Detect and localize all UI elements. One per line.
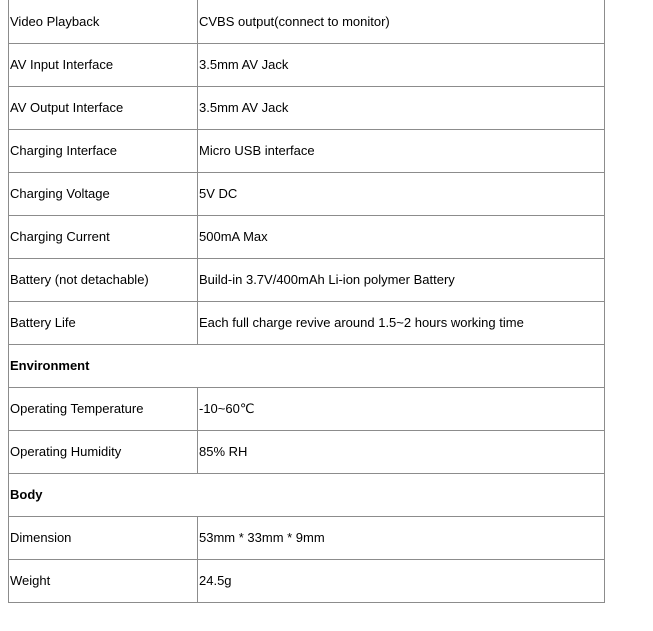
- table-row: [9, 43, 605, 86]
- spec-label: Dimension: [9, 516, 198, 559]
- spec-value: 5V DC: [198, 172, 605, 215]
- spec-label: Operating Humidity: [9, 430, 198, 473]
- table-row: [9, 129, 605, 172]
- spec-value: 24.5g: [198, 559, 605, 602]
- spec-value: Micro USB interface: [198, 129, 605, 172]
- section-row: [9, 473, 605, 516]
- spec-label: AV Input Interface: [9, 43, 198, 86]
- spec-label: Charging Interface: [9, 129, 198, 172]
- table-row: [9, 387, 605, 430]
- table-row: [9, 516, 605, 559]
- spec-label: Charging Current: [9, 215, 198, 258]
- spec-label: Battery Life: [9, 301, 198, 344]
- spec-value: 3.5mm AV Jack: [198, 43, 605, 86]
- spec-label: Battery (not detachable): [9, 258, 198, 301]
- spec-value: -10~60℃: [198, 387, 605, 430]
- spec-value: 3.5mm AV Jack: [198, 86, 605, 129]
- spec-label: Weight: [9, 559, 198, 602]
- spec-label: Charging Voltage: [9, 172, 198, 215]
- table-row: [9, 430, 605, 473]
- spec-table-body: [9, 0, 605, 602]
- section-row: [9, 344, 605, 387]
- spec-table: [8, 0, 605, 603]
- section-heading: Body: [9, 473, 605, 516]
- spec-label: Operating Temperature: [9, 387, 198, 430]
- spec-value: Build-in 3.7V/400mAh Li-ion polymer Battery: [198, 258, 605, 301]
- spec-value: CVBS output(connect to monitor): [198, 0, 605, 43]
- spec-label: Video Playback: [9, 0, 198, 43]
- section-heading: Environment: [9, 344, 605, 387]
- spec-value: 500mA Max: [198, 215, 605, 258]
- table-row: [9, 215, 605, 258]
- table-row: [9, 559, 605, 602]
- table-row: [9, 86, 605, 129]
- table-row: [9, 172, 605, 215]
- spec-value: 53mm * 33mm * 9mm: [198, 516, 605, 559]
- table-row: [9, 0, 605, 43]
- spec-label: AV Output Interface: [9, 86, 198, 129]
- spec-value: 85% RH: [198, 430, 605, 473]
- table-row: [9, 258, 605, 301]
- spec-value: Each full charge revive around 1.5~2 hours working time: [198, 301, 605, 344]
- table-row: [9, 301, 605, 344]
